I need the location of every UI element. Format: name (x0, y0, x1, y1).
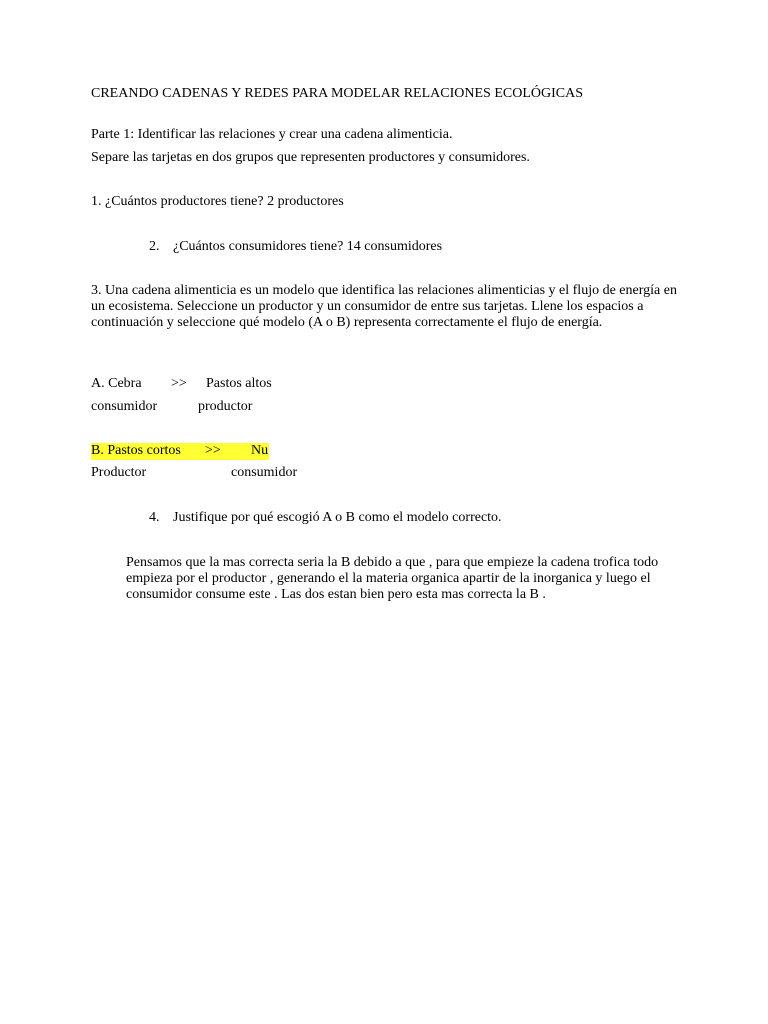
question-4-number: 4. (149, 510, 160, 525)
model-a-right: Pastos altos (206, 376, 272, 391)
model-a-left: A. Cebra (91, 376, 142, 391)
question-2-text: ¿Cuántos consumidores tiene? 14 consumidores (173, 239, 443, 254)
part1-instruction: Separe las tarjetas en dos grupos que representen productores y consumidores. (91, 150, 530, 165)
question-4-text: Justifique por qué escogió A o B como el modelo correcto. (173, 510, 502, 525)
model-b-right-label: consumidor (231, 465, 298, 480)
model-b-left: B. Pastos cortos (91, 443, 181, 458)
model-b-arrow: >> (205, 443, 221, 458)
model-a-left-label: consumidor (91, 399, 158, 414)
part1-heading: Parte 1: Identificar las relaciones y crear una cadena alimenticia. (91, 127, 453, 142)
answer-paragraph: Pensamos que la mas correcta seria la B debido a que , para que empieze la cadena trofica todo empieza por el productor , generando el la materia organica apartir de la inorganica y luego el consumidor consume este . Las dos estan bien pero esta mas correcta la B . (126, 555, 659, 602)
question-3: 3. Una cadena alimenticia es un modelo que identifica las relaciones alimenticias y el flujo de energía en un ecosistema. Seleccione un productor y un consumidor de entre sus tarjetas. Llene los espacios a continuación y seleccione qué modelo (A o B) representa correctamente el flujo de energía. (91, 283, 677, 330)
question-1: 1. ¿Cuántos productores tiene? 2 productores (91, 194, 344, 209)
document-title: CREANDO CADENAS Y REDES PARA MODELAR RELACIONES ECOLÓGICAS (91, 86, 583, 101)
model-a-arrow: >> (171, 376, 187, 391)
model-a-right-label: productor (198, 399, 253, 414)
model-b-right: Nu (251, 443, 269, 458)
model-b-left-label: Productor (91, 465, 147, 480)
question-2-number: 2. (149, 239, 160, 254)
